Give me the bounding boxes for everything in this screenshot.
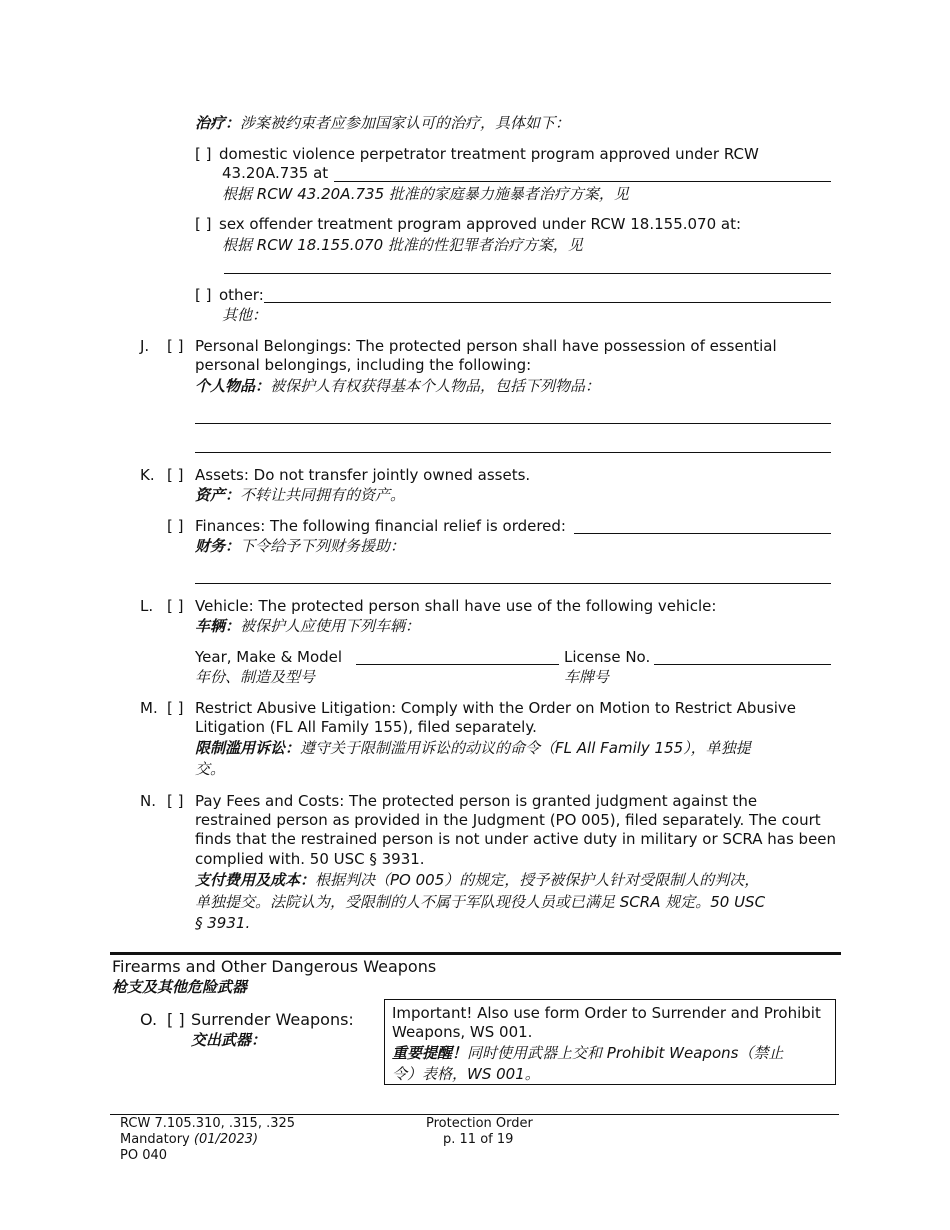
section-j-field-1[interactable] — [195, 423, 831, 424]
so-program-zh: 根据 RCW 18.155.070 批准的性犯罪者治疗方案，见 — [222, 236, 583, 254]
notice-zh-text: 同时使用武器上交和 Prohibit Weapons（禁止 — [467, 1044, 784, 1062]
footer-mandatory — [120, 1132, 258, 1148]
so-program-line1: sex offender treatment program approved under RCW 18.155.070 at: — [219, 215, 742, 233]
section-k-zh-text: 不转让共同拥有的资产。 — [240, 486, 406, 504]
section-m-zh-bold: 限制滥用诉讼： — [195, 739, 301, 757]
section-n-zh-line1 — [195, 871, 759, 890]
finances-zh-bold: 财务： — [195, 537, 241, 555]
section-l-checkbox[interactable]: [ ] — [167, 597, 184, 615]
section-n-line3: finds that the restrained person is not under active duty in military or SCRA has been — [195, 830, 837, 848]
section-m-letter: M. — [140, 699, 158, 717]
section-n-line2: restrained person as provided in the Judgment (PO 005), filed separately. The court — [195, 811, 821, 829]
section-j-letter: J. — [140, 337, 150, 355]
dv-program-line2: 43.20A.735 at — [222, 164, 329, 182]
other-checkbox[interactable]: [ ] — [195, 286, 212, 304]
dv-program-field[interactable] — [334, 181, 831, 182]
finances-checkbox[interactable]: [ ] — [167, 517, 184, 535]
section-m-zh-text: 遵守关于限制滥用诉讼的动议的命令（FL All Family 155），单独提 — [300, 739, 751, 757]
firearms-heading-zh: 枪支及其他危险武器 — [112, 978, 248, 996]
section-j-checkbox[interactable]: [ ] — [167, 337, 184, 355]
section-k-line1: Assets: Do not transfer jointly owned assets. — [195, 466, 531, 484]
finances-zh — [195, 537, 405, 556]
year-make-model-zh: 年份、制造及型号 — [195, 668, 316, 686]
footer-mandatory-label: Mandatory — [120, 1132, 190, 1147]
dv-program-line1: domestic violence perpetrator treatment program approved under RCW — [219, 145, 759, 163]
other-field[interactable] — [264, 302, 831, 303]
notice-zh-line1 — [392, 1044, 783, 1063]
dv-program-checkbox[interactable]: [ ] — [195, 145, 212, 163]
other-label: other: — [219, 286, 264, 304]
section-k-zh — [195, 486, 405, 505]
section-j-zh — [195, 377, 600, 396]
footer-divider — [110, 1114, 839, 1115]
year-make-model-label: Year, Make & Model — [195, 648, 343, 666]
section-k-letter: K. — [140, 466, 155, 484]
section-n-letter: N. — [140, 792, 156, 810]
finances-zh-text: 下令给予下列财务援助： — [240, 537, 406, 555]
section-m-zh-line2: 交。 — [195, 760, 226, 778]
section-l-zh-text: 被保护人应使用下列车辆： — [240, 617, 421, 635]
section-j-line1: Personal Belongings: The protected person shall have possession of essential — [195, 337, 777, 355]
section-n-line1: Pay Fees and Costs: The protected person is granted judgment against the — [195, 792, 758, 810]
license-no-label: License No. — [564, 648, 651, 666]
so-program-checkbox[interactable]: [ ] — [195, 215, 212, 233]
section-l-letter: L. — [140, 597, 154, 615]
section-n-zh-bold: 支付费用及成本： — [195, 871, 316, 889]
section-m-line1: Restrict Abusive Litigation: Comply with the Order on Motion to Restrict Abusive — [195, 699, 797, 717]
so-program-field[interactable] — [224, 273, 831, 274]
section-l-zh-bold: 车辆： — [195, 617, 241, 635]
finances-line1: Finances: The following financial relief is ordered: — [195, 517, 566, 535]
license-no-zh: 车牌号 — [564, 668, 610, 686]
section-o-letter: O. — [140, 1010, 158, 1029]
section-o-label-zh: 交出武器： — [191, 1031, 267, 1049]
section-o-label: Surrender Weapons: — [191, 1010, 354, 1029]
section-o-checkbox[interactable]: [ ] — [167, 1010, 185, 1029]
firearms-heading: Firearms and Other Dangerous Weapons — [112, 957, 437, 976]
treatment-heading-text: 涉案被约束者应参加国家认可的治疗，具体如下： — [240, 114, 571, 132]
notice-zh-line2: 令）表格，WS 001。 — [392, 1065, 540, 1083]
section-l-line1: Vehicle: The protected person shall have use of the following vehicle: — [195, 597, 717, 615]
footer-form-number: PO 040 — [120, 1148, 168, 1163]
footer-rcw: RCW 7.105.310, .315, .325 — [120, 1116, 296, 1131]
section-m-line2: Litigation (FL All Family 155), filed separately. — [195, 718, 537, 736]
license-no-field[interactable] — [654, 664, 831, 665]
section-l-zh — [195, 617, 420, 636]
section-n-zh-text: 根据判决（PO 005）的规定，授予被保护人针对受限制人的判决， — [315, 871, 760, 889]
footer-page-number: p. 11 of 19 — [443, 1132, 514, 1147]
section-j-field-2[interactable] — [195, 452, 831, 453]
footer-title: Protection Order — [426, 1116, 533, 1131]
section-n-checkbox[interactable]: [ ] — [167, 792, 184, 810]
dv-program-zh: 根据 RCW 43.20A.735 批准的家庭暴力施暴者治疗方案，见 — [222, 185, 629, 203]
section-n-line4: complied with. 50 USC § 3931. — [195, 850, 425, 868]
other-zh: 其他： — [222, 306, 268, 324]
footer-mandatory-date: (01/2023) — [193, 1132, 259, 1147]
finances-field-2[interactable] — [195, 583, 831, 584]
section-n-zh-line3: § 3931. — [195, 914, 251, 932]
notice-line1: Important! Also use form Order to Surrender and Prohibit — [392, 1004, 821, 1022]
section-j-line2: personal belongings, including the following: — [195, 356, 532, 374]
treatment-heading-bold: 治疗： — [195, 114, 241, 132]
section-k-checkbox[interactable]: [ ] — [167, 466, 184, 484]
finances-field-1[interactable] — [574, 533, 831, 534]
section-j-zh-bold: 个人物品： — [195, 377, 271, 395]
treatment-heading — [195, 114, 570, 133]
notice-zh-bold: 重要提醒！ — [392, 1044, 468, 1062]
notice-line2: Weapons, WS 001. — [392, 1023, 533, 1041]
section-m-zh-line1 — [195, 739, 751, 758]
section-m-checkbox[interactable]: [ ] — [167, 699, 184, 717]
firearms-divider — [110, 952, 841, 955]
section-j-zh-text: 被保护人有权获得基本个人物品，包括下列物品： — [270, 377, 601, 395]
section-k-zh-bold: 资产： — [195, 486, 241, 504]
section-n-zh-line2: 单独提交。法院认为，受限制的人不属于军队现役人员或已满足 SCRA 规定。50 USC — [195, 893, 766, 911]
year-make-model-field[interactable] — [356, 664, 559, 665]
